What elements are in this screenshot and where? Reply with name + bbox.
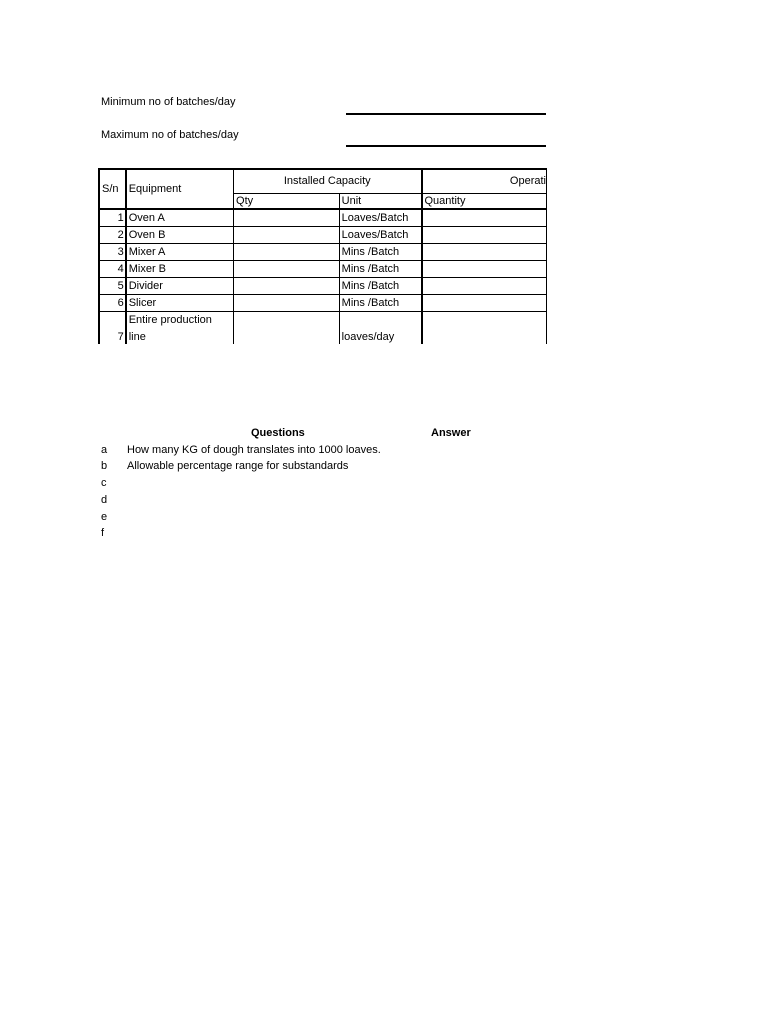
row-quantity-cell[interactable] [422, 277, 547, 294]
answer-header: Answer [431, 427, 471, 439]
table-row [99, 311, 547, 344]
max-batches-input-line[interactable] [346, 145, 546, 147]
row-unit: Loaves/Batch [339, 226, 421, 243]
row-unit: Mins /Batch [339, 243, 421, 260]
header-operational: Operati [422, 169, 547, 193]
row-qty-cell[interactable] [234, 277, 340, 294]
min-batches-label: Minimum no of batches/day [101, 96, 236, 108]
row-sn: 5 [99, 277, 126, 294]
header-sn: S/n [99, 169, 126, 209]
row-quantity-cell[interactable] [422, 260, 547, 277]
row-quantity-cell[interactable] [422, 209, 547, 226]
table-row [99, 260, 547, 277]
row-sn: 7 [99, 311, 126, 344]
max-batches-label: Maximum no of batches/day [101, 129, 239, 141]
row-unit: loaves/day [339, 311, 421, 344]
row-unit: Loaves/Batch [339, 209, 421, 226]
row-equipment: Mixer B [126, 260, 234, 277]
row-unit: Mins /Batch [339, 260, 421, 277]
row-qty-cell[interactable] [234, 294, 340, 311]
question-letter: c [101, 477, 107, 489]
row-sn: 6 [99, 294, 126, 311]
row-quantity-cell[interactable] [422, 226, 547, 243]
question-text: How many KG of dough translates into 1000 loaves. [127, 444, 381, 456]
equipment-table-container [98, 168, 547, 344]
question-letter: f [101, 527, 105, 539]
table-row [99, 226, 547, 243]
equipment-table [98, 168, 547, 344]
row-quantity-cell[interactable] [422, 243, 547, 260]
row-unit: Mins /Batch [339, 294, 421, 311]
row-sn: 3 [99, 243, 126, 260]
row-qty-cell[interactable] [234, 209, 340, 226]
question-letter: a [101, 444, 108, 456]
row-sn: 1 [99, 209, 126, 226]
question-letter: e [101, 511, 108, 523]
row-equipment: Divider [126, 277, 234, 294]
row-quantity-cell[interactable] [422, 311, 547, 344]
table-row [99, 209, 547, 226]
row-equipment: Entire production line [126, 311, 234, 344]
row-qty-cell[interactable] [234, 226, 340, 243]
table-row [99, 294, 547, 311]
header-installed-capacity: Installed Capacity [234, 169, 422, 193]
row-qty-cell[interactable] [234, 243, 340, 260]
questions-header: Questions [251, 427, 305, 439]
table-row [99, 243, 547, 260]
row-sn: 4 [99, 260, 126, 277]
table-row [99, 277, 547, 294]
question-letter: b [101, 460, 108, 472]
question-text: Allowable percentage range for substandards [127, 460, 349, 472]
row-unit: Mins /Batch [339, 277, 421, 294]
row-qty-cell[interactable] [234, 260, 340, 277]
row-equipment: Slicer [126, 294, 234, 311]
header-equipment: Equipment [126, 169, 234, 209]
row-quantity-cell[interactable] [422, 294, 547, 311]
row-equipment: Mixer A [126, 243, 234, 260]
min-batches-input-line[interactable] [346, 113, 546, 115]
header-qty: Qty [234, 193, 340, 209]
question-letter: d [101, 494, 108, 506]
row-equipment: Oven A [126, 209, 234, 226]
header-quantity: Quantity [422, 193, 547, 209]
row-equipment: Oven B [126, 226, 234, 243]
row-sn: 2 [99, 226, 126, 243]
row-qty-cell[interactable] [234, 311, 340, 344]
header-unit: Unit [339, 193, 421, 209]
